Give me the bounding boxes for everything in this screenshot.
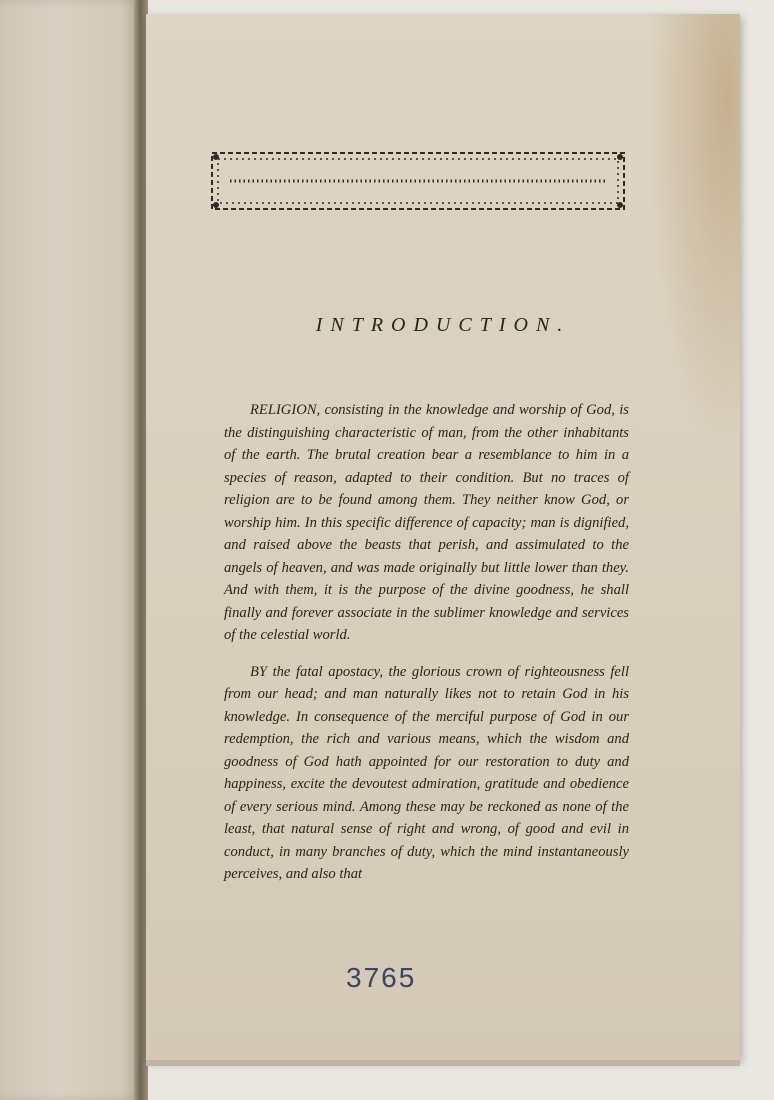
page-bottom-edge: [146, 1060, 740, 1066]
book-page: [146, 14, 740, 1060]
water-stain: [650, 14, 740, 434]
paragraph-1: RELIGION, consisting in the knowledge and worship of God, is the distinguishing characteristic of man, from the other inhabitants of the earth. The brutal creation bear a resemblance to him in a species of reason, adapted to their condition. But no traces of religion are to be found among them. They neither know God, or worship him. In this specific difference of capacity; man is dignified, and raised above the beasts that perish, and assimulated to the angels of heaven, and was made originally but little lower than they. And with them, it is the purpose of the divine goodness, he shall finally and forever associate in the sublimer knowledge and services of the celestial world.: [224, 402, 629, 643]
ornamental-border: [208, 149, 628, 213]
body-text: [224, 399, 629, 900]
paragraph-2: BY the fatal apostacy, the glorious crown of righteousness fell from our head; and man naturally likes not to retain God in his knowledge. In consequence of the merciful purpose of God in our redemption, the rich and various means, which the wisdom and goodness of God hath appointed for our restoration to duty and happiness, excite the devoutest admiration, gratitude and obedience of every serious mind. Among these may be reckoned as none of the least, that natural sense of right and wrong, of good and evil in conduct, in many branches of duty, which the mind instantaneously perceives, and also that: [224, 663, 629, 882]
left-page: [0, 0, 142, 1100]
page-title: INTRODUCTION.: [315, 314, 571, 336]
catalog-number: 3765: [346, 962, 417, 993]
